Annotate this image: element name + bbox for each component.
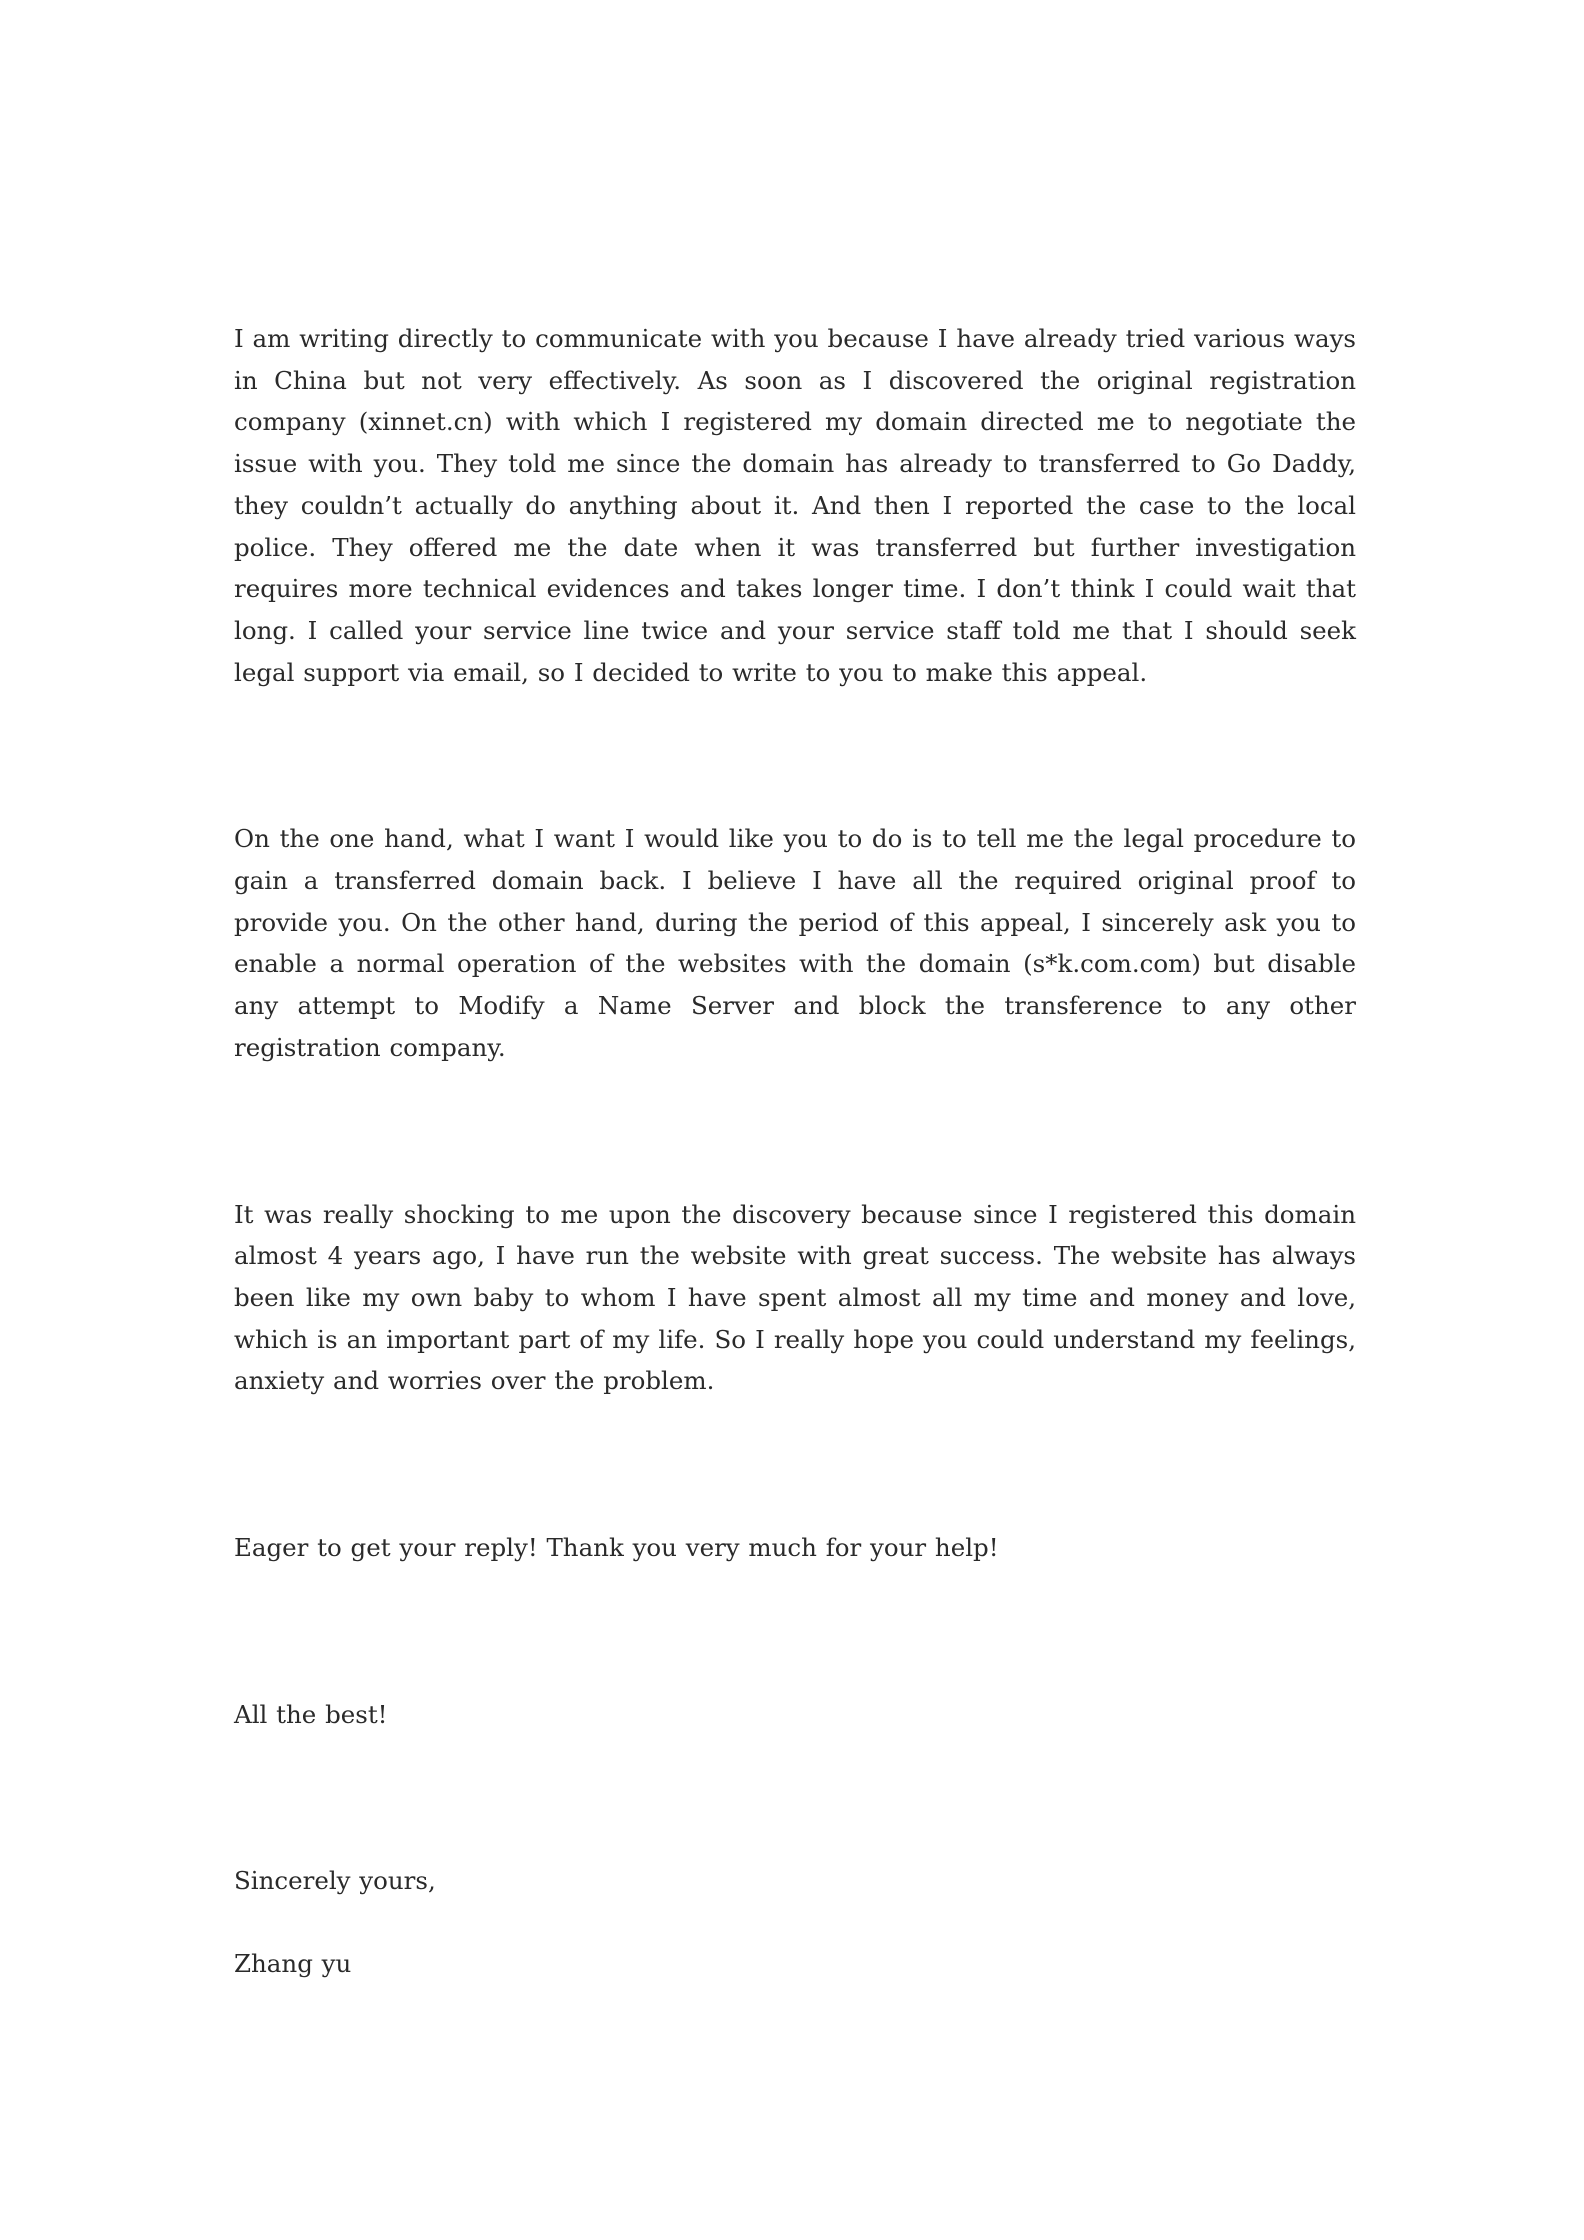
- paragraph-feelings: It was really shocking to me upon the discovery because since I registered this domain almost 4 years ago, I have run the website with great success. The website has always been like my own baby to whom I have spent almost all my time and money and love, which is an important part of my life. So I really hope you could understand my feelings, anxiety and worries over the problem.: [234, 1199, 1356, 1396]
- paragraph-request: On the one hand, what I want I would like you to do is to tell me the legal procedure to gain a transferred domain back. I believe I have all the required original proof to provide you. On the other hand, during the period of this appeal, I sincerely ask you to enable a normal operation of the websites with the domain (s*k.com.com) but disable any attempt to Modify a Name Server and block the transference to any other registration company.: [234, 824, 1356, 1062]
- paragraph-appeal-background: I am writing directly to communicate with you because I have already tried various ways in China but not very effectively. As soon as I discovered the original registration company (xinnet.cn) with which I registered my domain directed me to negotiate the issue with you. They told me since the domain has already to transferred to Go Daddy, they couldn’t actually do anything about it. And then I reported the case to the local police. They offered me the date when it was transferred but further investigation requires more technical evidences and takes longer time. I don’t think I could wait that long. I called your service line twice and your service staff told me that I should seek legal support via email, so I decided to write to you to make this appeal.: [234, 324, 1356, 687]
- wishes-line: All the best!: [234, 1699, 388, 1729]
- letter-body: [234, 318, 1356, 1985]
- closing-line: Sincerely yours,: [234, 1866, 436, 1896]
- signature-name: Zhang yu: [234, 1949, 352, 1979]
- thanks-line: Eager to get your reply! Thank you very much for your help!: [234, 1533, 999, 1563]
